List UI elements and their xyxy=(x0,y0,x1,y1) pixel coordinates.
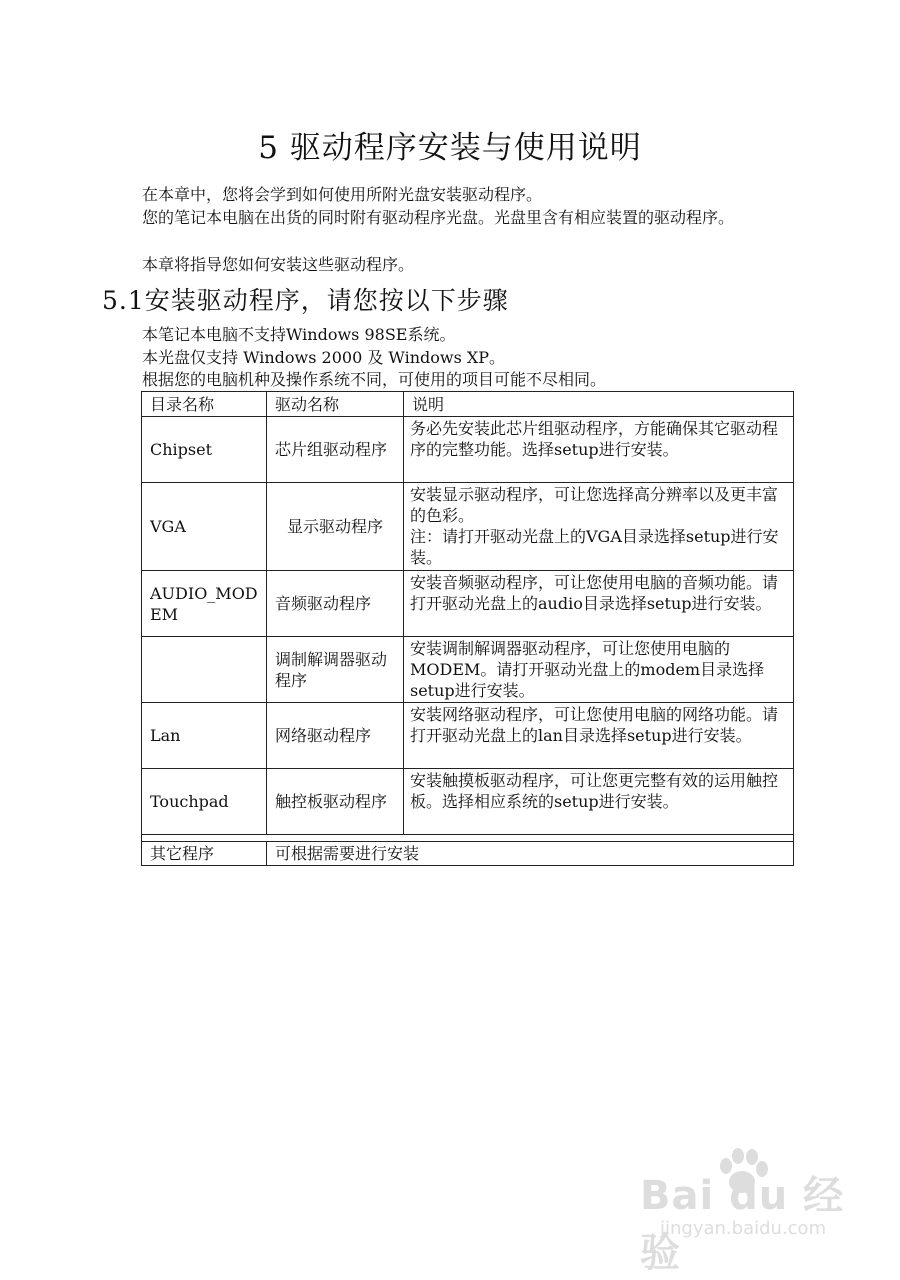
row-driver: 调制解调器驱动程序 xyxy=(267,637,404,703)
row-driver: 网络驱动程序 xyxy=(267,703,404,769)
table-row xyxy=(142,571,794,637)
section-title: 5.1安装驱动程序，请您按以下步骤 xyxy=(102,286,509,315)
table-row xyxy=(142,417,794,483)
row-description: 安装调制解调器驱动程序，可让您使用电脑的MODEM。请打开驱动光盘上的modem目录选择setup进行安装。 xyxy=(404,637,794,703)
table-header-row xyxy=(142,392,794,417)
row-directory: AUDIO_MODEM xyxy=(142,571,267,637)
row-driver: 显示驱动程序 xyxy=(267,483,404,571)
row-directory: Chipset xyxy=(142,417,267,483)
table-row xyxy=(142,769,794,835)
row-directory: VGA xyxy=(142,483,267,571)
header-directory: 目录名称 xyxy=(142,392,267,417)
header-description: 说明 xyxy=(404,392,794,417)
driver-table xyxy=(141,391,794,866)
row-description: 务必先安装此芯片组驱动程序，方能确保其它驱动程序的完整功能。选择setup进行安装。 xyxy=(404,417,794,483)
row-directory: Lan xyxy=(142,703,267,769)
page-title: 5 驱动程序安装与使用说明 xyxy=(258,130,642,166)
footer-text: 可根据需要进行安装 xyxy=(267,842,794,866)
table-row xyxy=(142,483,794,571)
table-row xyxy=(142,703,794,769)
note-3: 根据您的电脑机种及操作系统不同，可使用的项目可能不尽相同。 xyxy=(142,370,607,389)
row-description-note: 注：请打开驱动光盘上的VGA目录选择setup进行安装。 xyxy=(410,527,779,567)
note-1: 本笔记本电脑不支持Windows 98SE系统。 xyxy=(142,325,456,344)
table-row xyxy=(142,637,794,703)
table-footer-row xyxy=(142,842,794,866)
row-driver: 触控板驱动程序 xyxy=(267,769,404,835)
intro-paragraph-2: 您的笔记本电脑在出货的同时附有驱动程序光盘。光盘里含有相应装置的驱动程序。 xyxy=(142,208,735,227)
table-gap xyxy=(142,835,794,842)
note-2: 本光盘仅支持 Windows 2000 及 Windows XP。 xyxy=(142,348,506,367)
header-driver: 驱动名称 xyxy=(267,392,404,417)
row-directory xyxy=(142,637,267,703)
row-driver: 芯片组驱动程序 xyxy=(267,417,404,483)
baidu-watermark xyxy=(640,1148,880,1276)
intro-paragraph-3: 本章将指导您如何安装这些驱动程序。 xyxy=(142,255,415,274)
watermark-brand: Bai du 经验 xyxy=(640,1173,845,1276)
row-driver: 音频驱动程序 xyxy=(267,571,404,637)
row-directory: Touchpad xyxy=(142,769,267,835)
row-description-main: 安装显示驱动程序，可让您选择高分辨率以及更丰富的色彩。 xyxy=(410,485,779,525)
row-description: 安装音频驱动程序，可让您使用电脑的音频功能。请打开驱动光盘上的audio目录选择setup进行安装。 xyxy=(404,571,794,637)
intro-paragraph-1: 在本章中，您将会学到如何使用所附光盘安装驱动程序。 xyxy=(142,185,543,204)
footer-label: 其它程序 xyxy=(142,842,267,866)
watermark-url: jingyan.baidu.com xyxy=(660,1218,827,1239)
row-description: 安装网络驱动程序，可让您使用电脑的网络功能。请打开驱动光盘上的lan目录选择setup进行安装。 xyxy=(404,703,794,769)
row-description: 安装触摸板驱动程序，可让您更完整有效的运用触控板。选择相应系统的setup进行安装。 xyxy=(404,769,794,835)
row-description xyxy=(404,483,794,571)
